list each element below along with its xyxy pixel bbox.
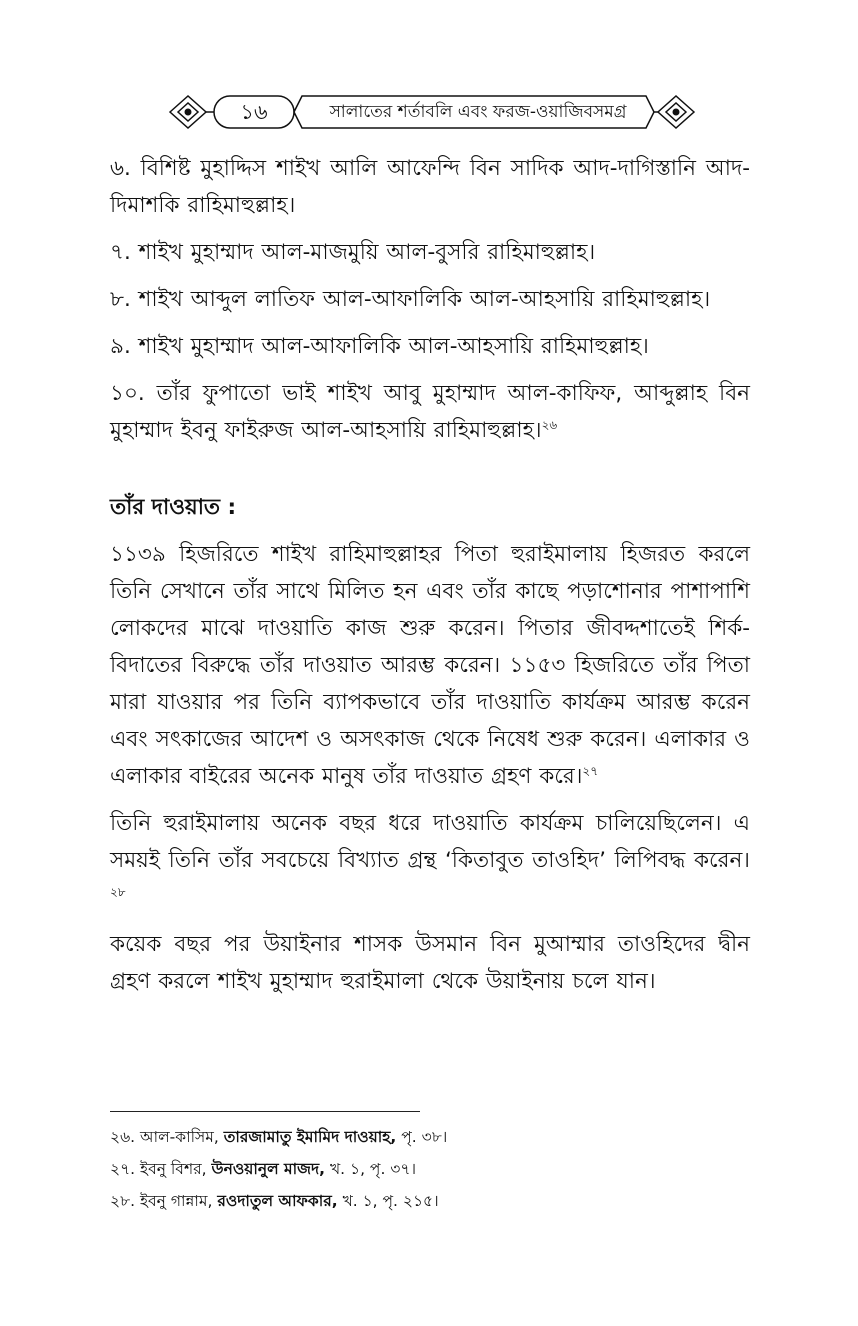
running-title: সালাতের শর্তাবলি এবং ফরজ-ওয়াজিবসমগ্র	[329, 102, 627, 122]
list-item: ৬. বিশিষ্ট মুহাদ্দিস শাইখ আলি আফেন্দি বিন সাদিক আদ-দাগিস্তানি আদ-দিমাশকি রাহিমাহুল্লাহ।	[110, 156, 750, 218]
footnote-author: ২৬. আল-কাসিম,	[110, 1128, 224, 1146]
footnote	[110, 1185, 750, 1217]
paragraph	[110, 805, 750, 916]
footnote-divider	[110, 1111, 420, 1112]
list-item: ৯. শাইখ মুহাম্মাদ আল-আফালিকি আল-আহসায়ি রাহিমাহুল্লাহ।	[110, 334, 649, 359]
footnote-ref[interactable]: ২৮	[110, 884, 126, 899]
paragraph-text: তিনি হুরাইমালায় অনেক বছর ধরে দাওয়াতি কার্যক্রম চালিয়েছিলেন। এ সময়ই তিনি তাঁর সবচেয়ে বিখ্যাত গ্রন্থ ‘কিতাবুত তাওহিদ’ লিপিবদ্ধ করেন।	[110, 811, 750, 873]
list-item: ৮. শাইখ আব্দুল লাতিফ আল-আফালিকি আল-আহসায়ি রাহিমাহুল্লাহ।	[110, 287, 711, 312]
paragraph-text: ১১৩৯ হিজরিতে শাইখ রাহিমাহুল্লাহর পিতা হুরাইমালায় হিজরত করলে তিনি সেখানে তাঁর সাথে মিলিত হন এবং তাঁর কাছে পড়াশোনার পাশাপাশি লোকদের মাঝে দাওয়াতি কাজ শুরু করেন। পিতার জীবদ্দশাতেই শির্ক-বিদাতের বিরুদ্ধে তাঁর দাওয়াত আরম্ভ করেন। ১১৫৩ হিজরিতে তাঁর পিতা মারা যাওয়ার পর তিনি ব্যাপকভাবে তাঁর দাওয়াতি কার্যক্রম আরম্ভ করেন এবং সৎকাজের আদেশ ও অসৎকাজ থেকে নিষেধ শুরু করেন। এলাকার ও এলাকার বাইরের অনেক মানুষ তাঁর দাওয়াত গ্রহণ করে।	[110, 542, 750, 789]
footnote-title: রওদাতুল আফকার,	[217, 1192, 338, 1210]
footnote	[110, 1121, 750, 1153]
footnote-author: ২৮. ইবনু গান্নাম,	[110, 1192, 218, 1210]
list-item-text: ১০. তাঁর ফুপাতো ভাই শাইখ আবু মুহাম্মাদ আল-কাফিফ, আব্দুল্লাহ বিন মুহাম্মাদ ইবনু ফাইরুজ আল-আহসায়ি রাহিমাহুল্লাহ।	[110, 381, 750, 443]
footnote-ref[interactable]: ২৭	[582, 763, 599, 778]
main-text	[110, 150, 750, 1000]
footnotes	[110, 1121, 750, 1217]
footnote-page: পৃ. ৩৮।	[396, 1128, 448, 1146]
footnote-page: খ. ১, পৃ. ৩৭।	[325, 1160, 417, 1178]
footnote-ref[interactable]: ২৬	[541, 417, 558, 432]
section-heading: তাঁর দাওয়াত :	[110, 495, 237, 520]
page-number: ১৬	[240, 100, 268, 124]
footnote-page: খ. ১, পৃ. ২১৫।	[337, 1192, 439, 1210]
footnote-title: তারজামাতু ইমামিদ দাওয়াহ,	[223, 1128, 397, 1146]
footnote-author: ২৭. ইবনু বিশর,	[110, 1160, 212, 1178]
paragraph	[110, 536, 750, 795]
running-header	[168, 92, 696, 132]
list-item: ৭. শাইখ মুহাম্মাদ আল-মাজমুয়ি আল-বুসরি রাহিমাহুল্লাহ।	[110, 240, 596, 265]
paragraph: কয়েক বছর পর উয়াইনার শাসক উসমান বিন মুআম্মার তাওহিদের দ্বীন গ্রহণ করলে শাইখ মুহাম্মাদ হুরাইমালা থেকে উয়াইনায় চলে যান।	[110, 932, 750, 994]
list-item	[110, 375, 750, 449]
footnote	[110, 1153, 750, 1185]
footnote-title: উনওয়ানুল মাজদ,	[211, 1160, 326, 1178]
